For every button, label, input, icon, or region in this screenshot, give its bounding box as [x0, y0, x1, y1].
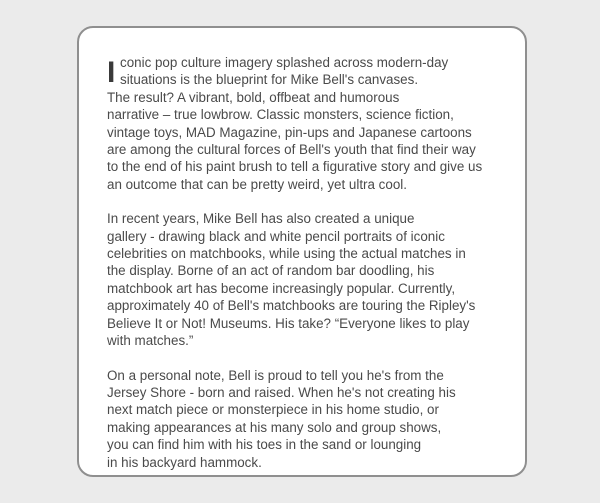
text-line: vintage toys, MAD Magazine, pin-ups and Japanese cartoons: [107, 124, 472, 140]
text-line: approximately 40 of Bell's matchbooks are touring the Ripley's: [107, 298, 476, 314]
bio-card: [77, 26, 527, 477]
text-line: gallery - drawing black and white pencil portraits of iconic: [107, 228, 445, 244]
text-line: matchbook art has become increasingly popular. Currently,: [107, 280, 456, 296]
paragraph-1: [107, 54, 517, 193]
text-line: celebrities on matchbooks, while using the actual matches in: [107, 246, 466, 262]
text-line: are among the cultural forces of Bell's youth that find their way: [107, 142, 476, 158]
text-line: you can find him with his toes in the sand or lounging: [107, 437, 422, 453]
text-line: to the end of his paint brush to tell a figurative story and give us: [107, 159, 483, 175]
text-line: in his backyard hammock.: [107, 454, 262, 470]
text-line: the display. Borne of an act of random bar doodling, his: [107, 263, 435, 279]
paragraph-2: [107, 210, 517, 349]
text-line: with matches.”: [107, 333, 194, 349]
text-line: In recent years, Mike Bell has also created a unique: [107, 211, 415, 227]
text-line: The result? A vibrant, bold, offbeat and humorous: [107, 89, 400, 105]
text-line: an outcome that can be pretty weird, yet ultra cool.: [107, 176, 407, 192]
text-line: next match piece or monsterpiece in his home studio, or: [107, 402, 439, 418]
paragraph-3: [107, 367, 517, 471]
text-line: Believe It or Not! Museums. His take? “Everyone likes to play: [107, 315, 470, 331]
text-line: making appearances at his many solo and group shows,: [107, 419, 442, 435]
text-line: narrative – true lowbrow. Classic monsters, science fiction,: [107, 107, 454, 123]
text-line: Jersey Shore - born and raised. When he's not creating his: [107, 384, 456, 400]
bio-text: [107, 54, 517, 488]
text-line: On a personal note, Bell is proud to tell you he's from the: [107, 367, 444, 383]
text-line: situations is the blueprint for Mike Bell's canvases.: [120, 72, 419, 88]
text-line: conic pop culture imagery splashed across modern-day: [120, 55, 449, 70]
drop-cap: I: [107, 56, 116, 89]
